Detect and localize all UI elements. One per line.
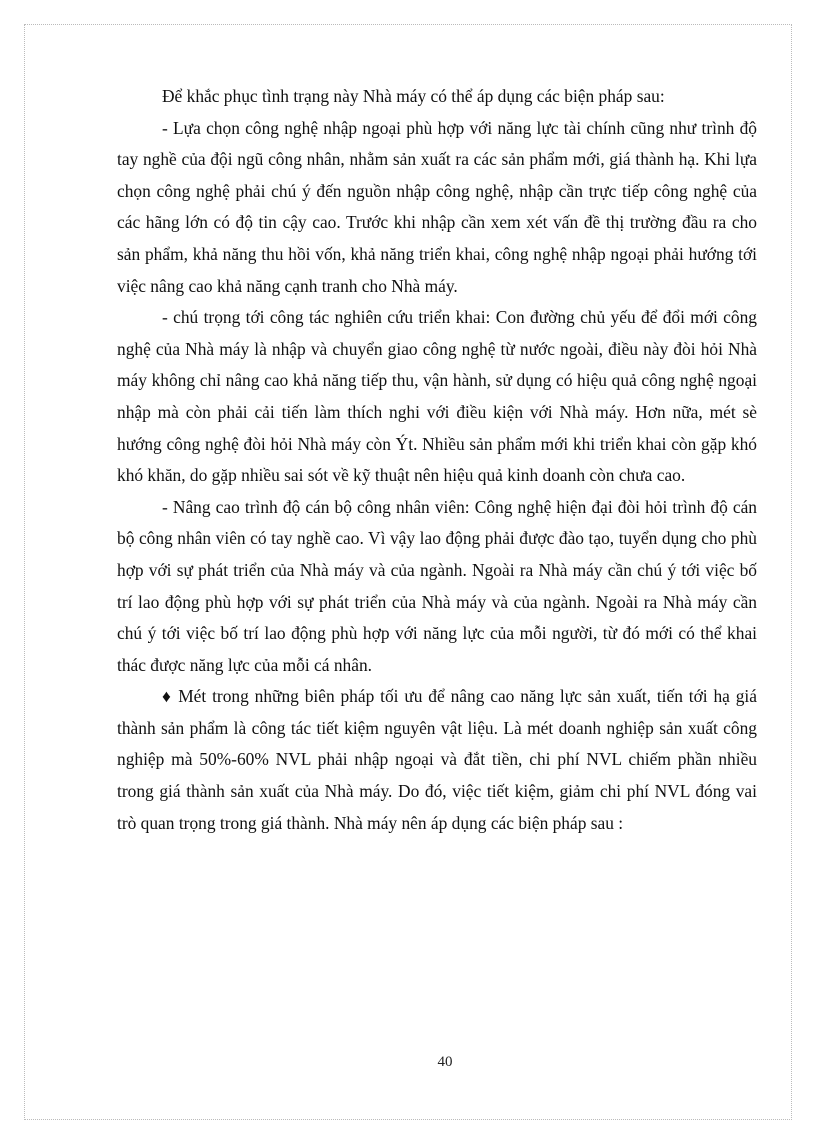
document-body [117,81,757,839]
paragraph-intro: Để khắc phục tình trạng này Nhà máy có thể áp dụng các biện pháp sau: [162,86,665,106]
paragraph-research-development: - chú trọng tới công tác nghiên cứu triển khai: Con đường chủ yếu để đổi mới công nghệ của Nhà máy là nhập và chuyển giao công nghệ từ nước ngoài, điều này đòi hỏi Nhà máy không chỉ nâng cao khả năng tiếp thu, vận hành, sử dụng có hiệu quả công nghệ ngoại nhập mà còn phải cải tiến làm thích nghi với điều kiện với Nhà máy. Hơn nữa, mét sè hướng công nghệ đòi hỏi Nhà máy còn Ýt. Nhiều sản phẩm mới khi triển khai còn gặp khó khó khăn, do gặp nhiều sai sót về kỹ thuật nên hiệu quả kinh doanh còn chưa cao. [117,307,757,486]
paragraph-staff-training: - Nâng cao trình độ cán bộ công nhân viên: Công nghệ hiện đại đòi hỏi trình độ cán bộ công nhân viên có tay nghề cao. Vì vậy lao động phải được đào tạo, tuyển dụng cho phù hợp với sự phát triển của Nhà máy và của ngành. Ngoài ra Nhà máy cần chú ý tới việc bố trí lao động phù hợp với sự phát triển của Nhà máy và của ngành. Ngoài ra Nhà máy cần chú ý tới việc bố trí lao động phù hợp với năng lực của mỗi người, từ đó mới có thể khai thác được năng lực của mỗi cá nhân. [117,496,757,675]
page-number: 40 [437,1054,453,1070]
paragraph-technology-selection: - Lựa chọn công nghệ nhập ngoại phù hợp với năng lực tài chính cũng như trình độ tay nghề của đội ngũ công nhân, nhằm sản xuất ra các sản phẩm mới, giá thành hạ. Khi lựa chọn công nghệ phải chú ý đến nguồn nhập công nghệ, nhập cần trực tiếp công nghệ của các hãng lớn có độ tin cậy cao. Trước khi nhập cần xem xét vấn đề thị trường đầu ra cho sản phẩm, khả năng thu hồi vốn, khả năng triển khai, công nghệ nhập ngoại phải hướng tới việc nâng cao khả năng cạnh tranh cho Nhà máy. [117,117,757,296]
paragraph-material-saving: ♦ Mét trong những biên pháp tối ưu để nâng cao năng lực sản xuất, tiến tới hạ giá thành sản phẩm là công tác tiết kiệm nguyên vật liệu. Là mét doanh nghiệp sản xuất công nghiệp mà 50%-60% NVL phải nhập ngoại và đắt tiền, chi phí NVL chiếm phần nhiều trong giá thành sản xuất của Nhà máy. Do đó, việc tiết kiệm, giảm chi phí NVL đóng vai trò quan trọng trong giá thành. Nhà máy nên áp dụng các biện pháp sau : [117,686,757,833]
